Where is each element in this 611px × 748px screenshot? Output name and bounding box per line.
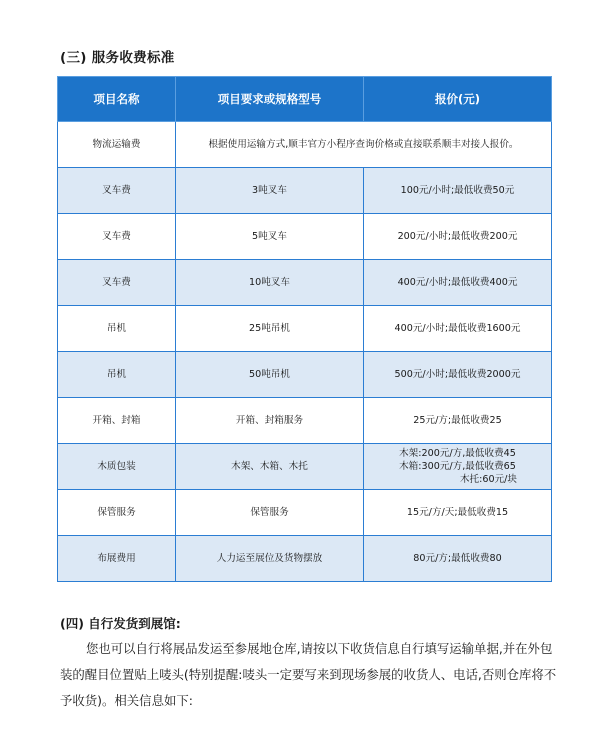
cell-spec: 10吨叉车 (176, 260, 364, 306)
cell-spec: 根据使用运输方式,顺丰官方小程序查询价格或直接联系顺丰对接人报价。 (176, 122, 552, 168)
cell-spec: 开箱、封箱服务 (176, 398, 364, 444)
cell-item-name: 叉车费 (58, 168, 176, 214)
header-spec: 项目要求或规格型号 (176, 77, 364, 122)
cell-price: 25元/方;最低收费25 (364, 398, 552, 444)
header-item-name: 项目名称 (58, 77, 176, 122)
section-title-self-delivery: (四) 自行发货到展馆: (60, 616, 181, 631)
cell-item-name: 物流运输费 (58, 122, 176, 168)
cell-price (364, 444, 552, 490)
cell-item-name: 保管服务 (58, 490, 176, 536)
table-row (58, 168, 552, 214)
cell-item-name: 开箱、封箱 (58, 398, 176, 444)
cell-spec: 木架、木箱、木托 (176, 444, 364, 490)
table-row (58, 260, 552, 306)
table-row (58, 398, 552, 444)
price-line: 木箱:300元/方,最低收费65 (399, 461, 516, 472)
table-row (58, 122, 552, 168)
cell-price: 200元/小时;最低收费200元 (364, 214, 552, 260)
cell-item-name: 叉车费 (58, 260, 176, 306)
cell-price: 80元/方;最低收费80 (364, 536, 552, 582)
cell-spec: 5吨叉车 (176, 214, 364, 260)
table-row (58, 444, 552, 490)
header-price: 报价(元) (364, 77, 552, 122)
cell-price: 400元/小时;最低收费1600元 (364, 306, 552, 352)
cell-item-name: 木质包装 (58, 444, 176, 490)
table-row (58, 352, 552, 398)
fee-table (57, 76, 552, 582)
table-header-row (58, 77, 552, 122)
cell-spec: 25吨吊机 (176, 306, 364, 352)
price-line: 木架:200元/方,最低收费45 (399, 448, 516, 459)
table-row (58, 214, 552, 260)
table-row (58, 536, 552, 582)
cell-spec: 保管服务 (176, 490, 364, 536)
cell-spec: 人力运至展位及货物摆放 (176, 536, 364, 582)
cell-item-name: 吊机 (58, 306, 176, 352)
cell-item-name: 布展费用 (58, 536, 176, 582)
price-line: 木托:60元/块 (459, 474, 517, 485)
cell-item-name: 吊机 (58, 352, 176, 398)
cell-item-name: 叉车费 (58, 214, 176, 260)
cell-price: 400元/小时;最低收费400元 (364, 260, 552, 306)
cell-price: 500元/小时;最低收费2000元 (364, 352, 552, 398)
self-delivery-paragraph: 您也可以自行将展品发运至参展地仓库,请按以下收货信息自行填写运输单据,并在外包装的醒目位置贴上唛头(特别提醒:唛头一定要写来到现场参展的收货人、电话,否则仓库将不予收货)。相关信息如下: (60, 641, 557, 708)
cell-spec: 3吨叉车 (176, 168, 364, 214)
table-row (58, 490, 552, 536)
cell-price: 100元/小时;最低收费50元 (364, 168, 552, 214)
table-row (58, 306, 552, 352)
section-title-fees: (三) 服务收费标准 (60, 50, 175, 66)
cell-spec: 50吨吊机 (176, 352, 364, 398)
cell-price: 15元/方/天;最低收费15 (364, 490, 552, 536)
